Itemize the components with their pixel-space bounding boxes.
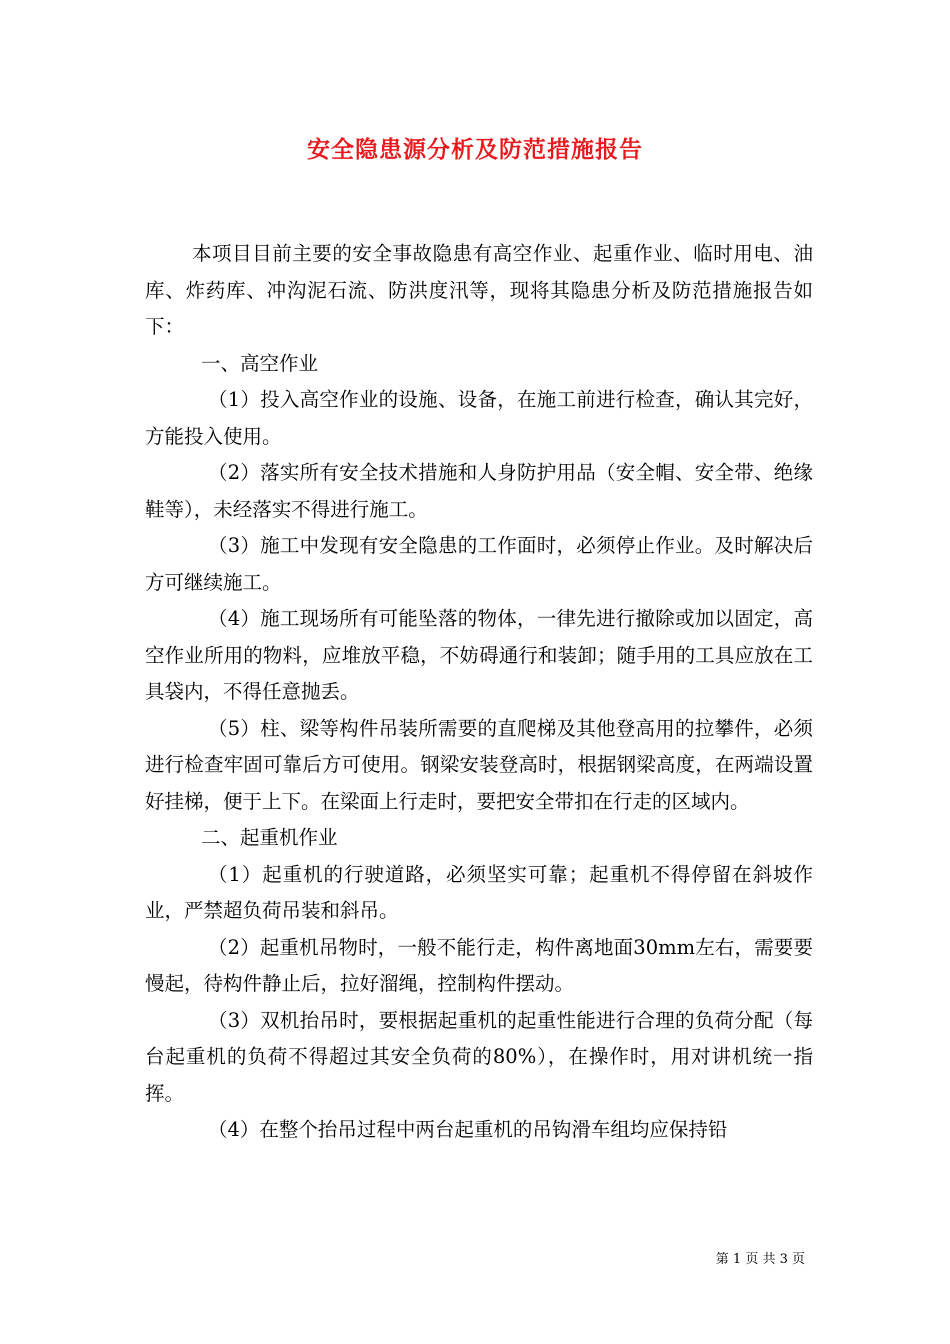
list-item: （4）施工现场所有可能坠落的物体，一律先进行撤除或加以固定，高空作业所用的物料，应堆放平稳，不妨碍通行和装卸；随手用的工具应放在工具袋内，不得任意抛丢。: [145, 607, 813, 703]
list-item: （5）柱、梁等构件吊装所需要的直爬梯及其他登高用的拉攀件，必须进行检查牢固可靠后方可使用。钢梁安装登高时，根据钢梁高度，在两端设置好挂梯，便于上下。在梁面上行走时，要把安全带扣在行走的区域内。: [145, 716, 813, 813]
intro-paragraph: 本项目目前主要的安全事故隐患有高空作业、起重作业、临时用电、油库、炸药库、冲沟泥石流、防洪度汛等，现将其隐患分析及防范措施报告如下：: [145, 242, 813, 338]
list-item: （2）起重机吊物时，一般不能行走，构件离地面30mm左右，需要要慢起，待构件静止后，拉好溜绳，控制构件摆动。: [145, 935, 813, 995]
list-item: （3）双机抬吊时，要根据起重机的起重性能进行合理的负荷分配（每台起重机的负荷不得超过其安全负荷的80%），在操作时，用对讲机统一指挥。: [145, 1008, 813, 1105]
page-number: 第 1 页 共 3 页: [715, 1252, 805, 1267]
list-item: （3）施工中发现有安全隐患的工作面时，必须停止作业。及时解决后方可继续施工。: [145, 534, 813, 594]
document-title: 安全隐患源分析及防范措施报告: [307, 136, 643, 163]
list-item: （1）投入高空作业的设施、设备，在施工前进行检查，确认其完好，方能投入使用。: [145, 388, 813, 448]
list-item: （4）在整个抬吊过程中两台起重机的吊钩滑车组均应保持铅: [208, 1118, 728, 1141]
section-heading-crane: 二、起重机作业: [201, 826, 338, 849]
section-heading-high-altitude: 一、高空作业: [201, 351, 319, 375]
document-body: [145, 236, 813, 1149]
list-item: （2）落实所有安全技术措施和人身防护用品（安全帽、安全带、绝缘鞋等），未经落实不得进行施工。: [145, 461, 813, 521]
list-item: （1）起重机的行驶道路，必须坚实可靠；起重机不得停留在斜坡作业，严禁超负荷吊装和斜吊。: [145, 862, 813, 922]
